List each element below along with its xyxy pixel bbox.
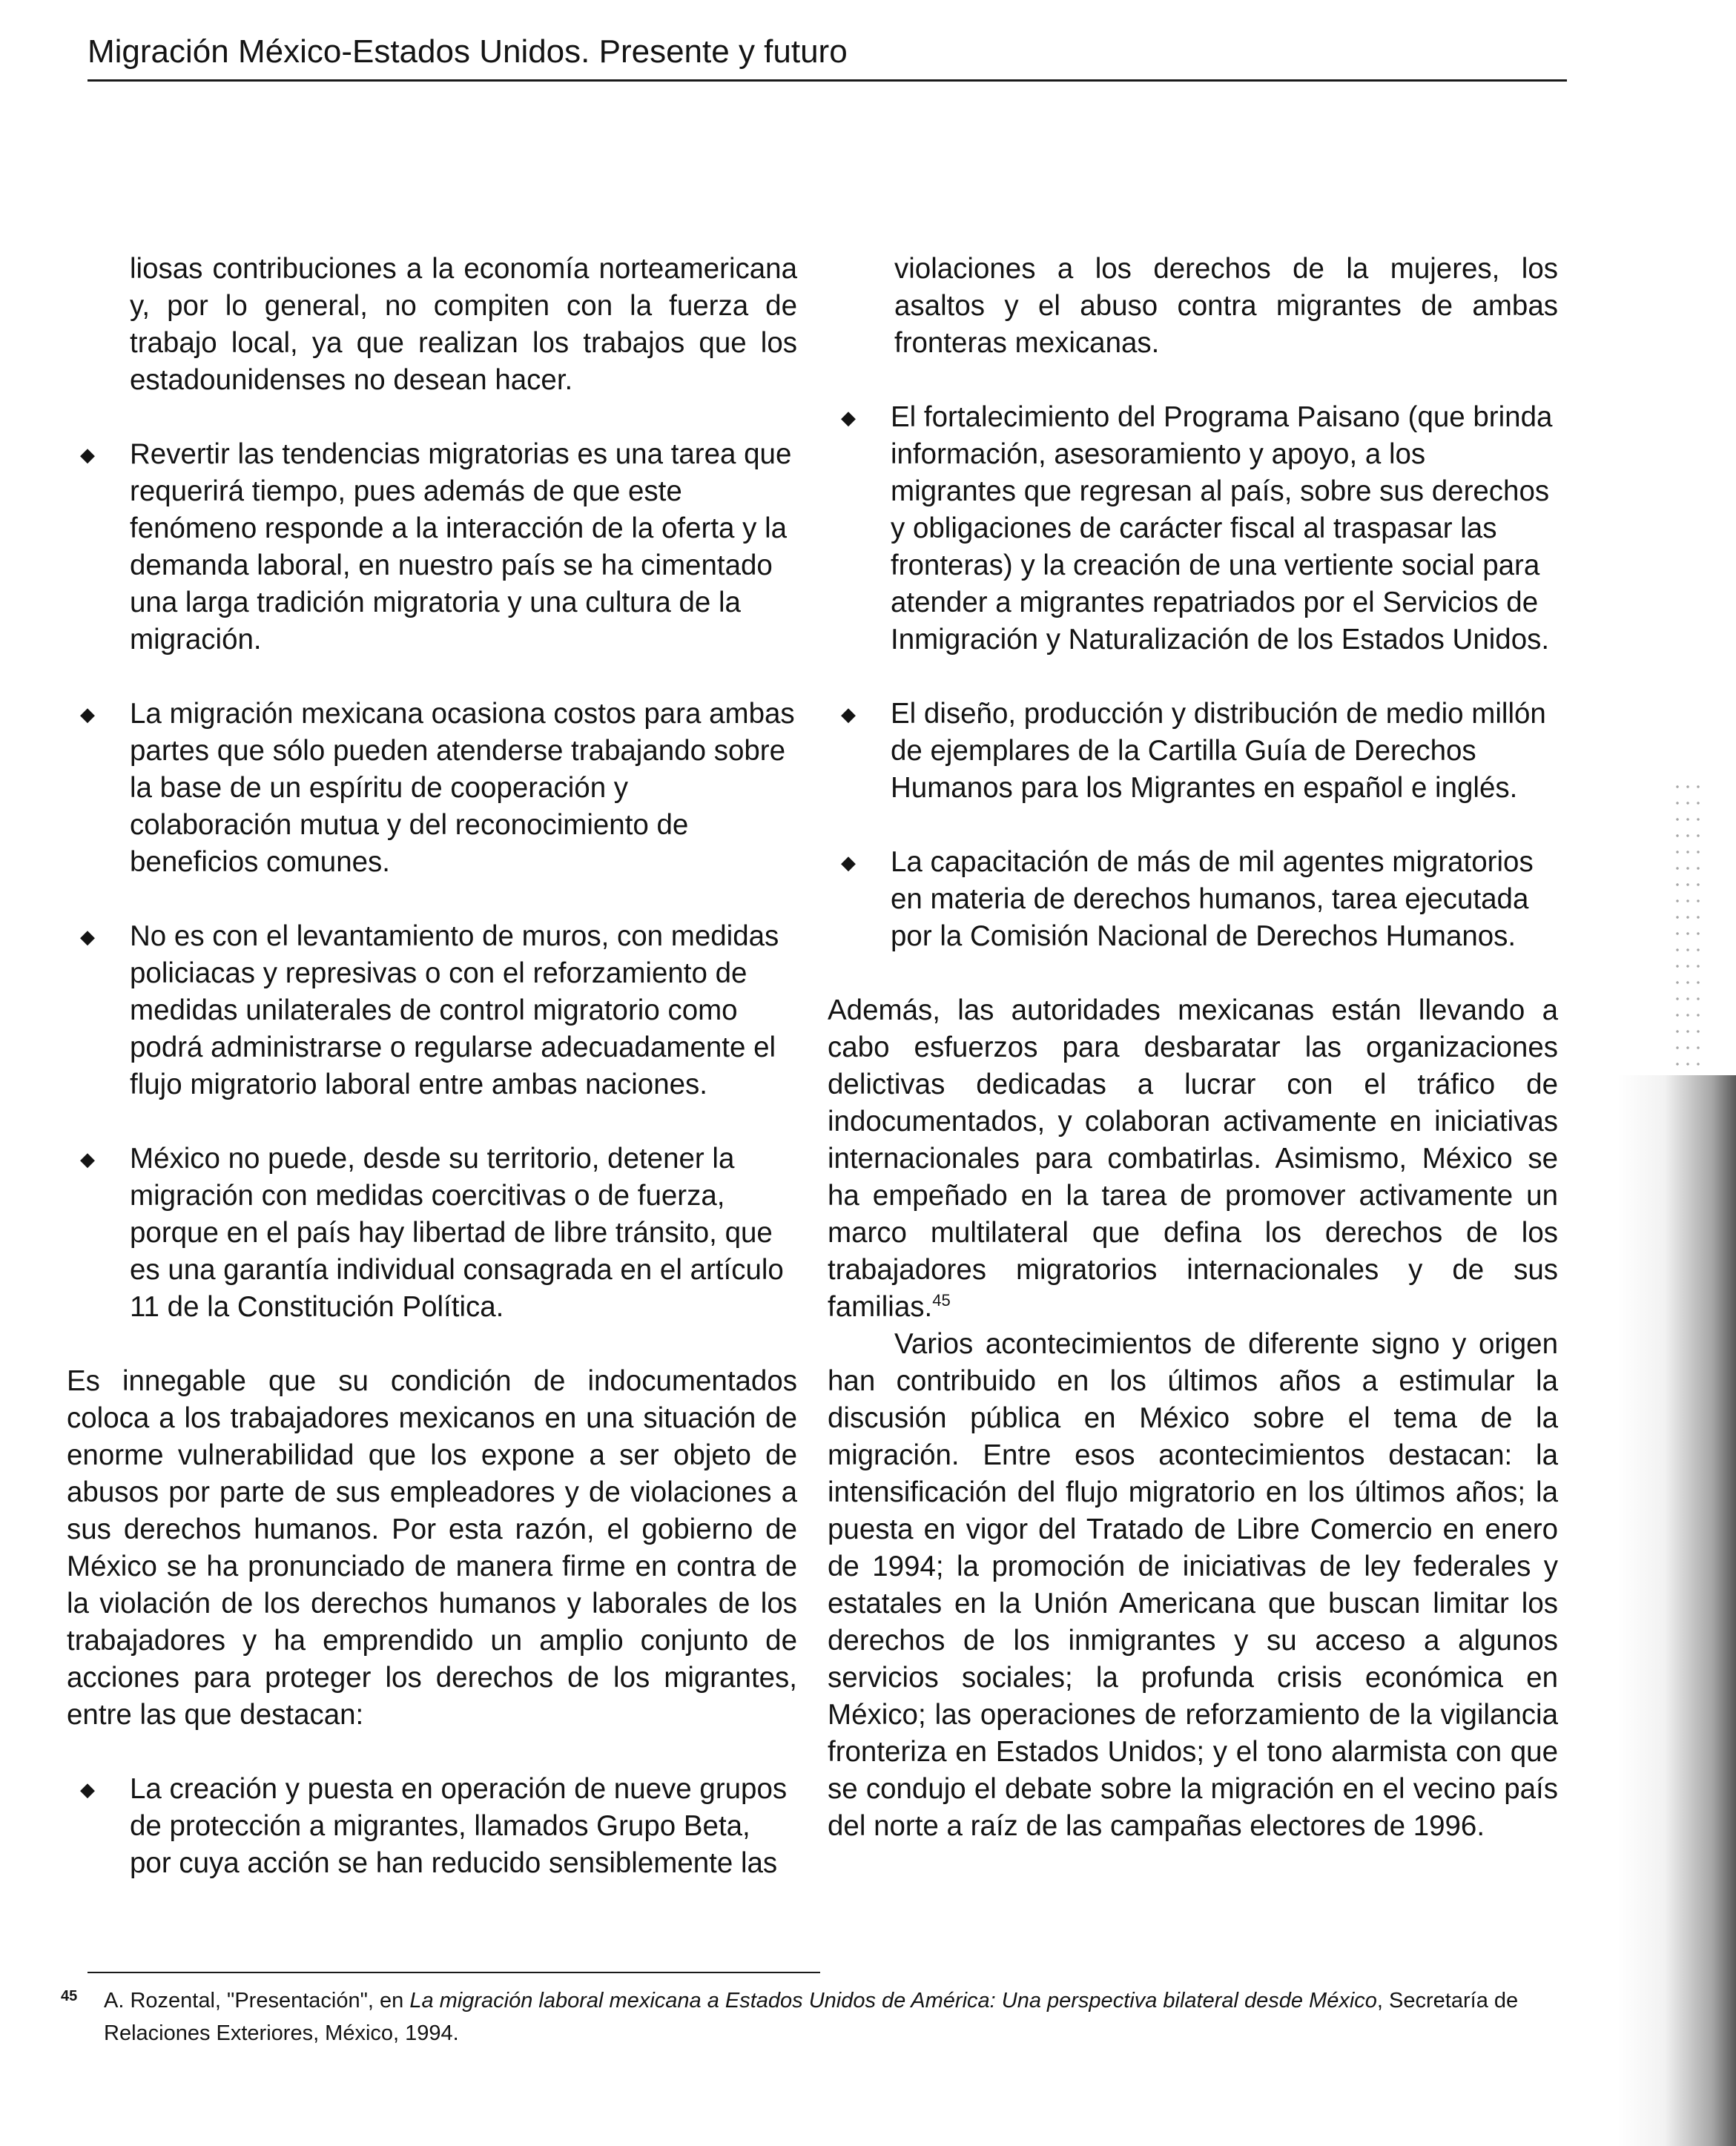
footnote: 45 A. Rozental, "Presentación", en La migración laboral mexicana a Estados Unidos de América: Una perspectiva bilateral desde México, Secretaría de Relaciones Exteriores, México, 1994.: [104, 1984, 1557, 2050]
footnote-reference: 45: [932, 1291, 951, 1310]
paragraph: Varios acontecimientos de diferente signo y origen han contribuido en los últimos años a estimular la discusión pública en México sobre el tema de la migración. Entre esos acontecimientos destacan: la intensificación del flujo migratorio en los últimos años; la puesta en vigor del Tratado de Libre Comercio en enero de 1994; la promoción de iniciativas de ley federales y estatales en la Unión Americana que buscan limitar los derechos de los inmigrantes y su acceso a algunos servicios sociales; la profunda crisis económica en México; las operaciones de reforzamiento de la vigilancia fronteriza en Estados Unidos; y el tono alarmista con que se condujo el debate sobre la migración en el vecino país del norte a raíz de las campañas electores de 1996.: [828, 1328, 1558, 1842]
running-header: Migración México-Estados Unidos. Presente y futuro: [88, 33, 848, 70]
bullet-item: ◆ No es con el levantamiento de muros, con medidas policiacas y represivas o con el reforzamiento de medidas unilaterales de control migratorio como podrá administrarse o regularse adecuadamente el flujo migratorio laboral entre ambas naciones.: [67, 918, 797, 1103]
footnote-rule: [88, 1972, 820, 1973]
footnote-book-title: La migración laboral mexicana a Estados Unidos de América: Una perspectiva bilateral desde México: [409, 1989, 1377, 2013]
header-rule: [88, 79, 1567, 82]
bullet-item: ◆ El diseño, producción y distribución de medio millón de ejemplares de la Cartilla Guía de Derechos Humanos para los Migrantes en español e inglés.: [828, 696, 1558, 807]
paragraph-continuation: liosas contribuciones a la economía norteamericana y, por lo general, no compiten con la fuerza de trabajo local, ya que realizan los trabajos que los estadounidenses no desean hacer.: [130, 253, 797, 396]
left-column: [67, 251, 797, 1882]
bullet-diamond-icon: ◆: [841, 703, 856, 725]
bullet-item: ◆ La creación y puesta en operación de nueve grupos de protección a migrantes, llamados Grupo Beta, por cuya acción se han reducido sensiblemente las: [67, 1771, 797, 1882]
paragraph: Es innegable que su condición de indocumentados coloca a los trabajadores mexicanos en una situación de enorme vulnerabilidad que los expone a ser objeto de abusos por parte de sus empleadores y de violaciones a sus derechos humanos. Por esta razón, el gobierno de México se ha pronunciado de manera firme en contra de la violación de los derechos humanos y laborales de los trabajadores y ha emprendido un amplio conjunto de acciones para proteger los derechos de los migrantes, entre las que destacan:: [67, 1365, 797, 1731]
bullet-diamond-icon: ◆: [80, 1148, 95, 1170]
bullet-item: ◆ La capacitación de más de mil agentes migratorios en materia de derechos humanos, tarea ejecutada por la Comisión Nacional de Derechos Humanos.: [828, 844, 1558, 955]
bullet-diamond-icon: ◆: [80, 1778, 95, 1800]
paragraph: Además, las autoridades mexicanas están llevando a cabo esfuerzos para desbaratar las organizaciones delictivas dedicadas a lucrar con el tráfico de indocumentados, y colaboran activamente en iniciativas internacionales para combatirlas. Asimismo, México se ha empeñado en la tarea de promover activamente un marco multilateral que defina los derechos de los trabajadores migratorios internacionales y de sus familias.$^{45}$: [828, 994, 1558, 1323]
right-column: [828, 251, 1558, 1845]
bullet-diamond-icon: ◆: [80, 925, 95, 948]
bullet-item: ◆ Revertir las tendencias migratorias es una tarea que requerirá tiempo, pues además de que este fenómeno responde a la interacción de la oferta y la demanda laboral, en nuestro país se ha cimentado una larga tradición migratoria y una cultura de la migración.: [67, 436, 797, 658]
scan-edge-shadow: [1617, 1075, 1736, 2146]
scan-edge-noise: [1672, 779, 1702, 1075]
footnote-number: 45: [61, 1988, 78, 2004]
bullet-diamond-icon: ◆: [841, 851, 856, 874]
bullet-diamond-icon: ◆: [841, 406, 856, 429]
bullet-item: ◆ El fortalecimiento del Programa Paisano (que brinda información, asesoramiento y apoyo, a los migrantes que regresan al país, sobre sus derechos y obligaciones de carácter fiscal al traspasar las fronteras) y la creación de una vertiente social para atender a migrantes repatriados por el Servicios de Inmigración y Naturalización de los Estados Unidos.: [828, 399, 1558, 658]
bullet-item: ◆ México no puede, desde su territorio, detener la migración con medidas coercitivas o de fuerza, porque en el país hay libertad de libre tránsito, que es una garantía individual consagrada en el artículo 11 de la Constitución Política.: [67, 1140, 797, 1326]
paragraph-continuation: violaciones a los derechos de la mujeres, los asaltos y el abuso contra migrantes de ambas fronteras mexicanas.: [894, 253, 1558, 359]
bullet-item: ◆ La migración mexicana ocasiona costos para ambas partes que sólo pueden atenderse trabajando sobre la base de un espíritu de cooperación y colaboración mutua y del reconocimiento de beneficios comunes.: [67, 696, 797, 881]
bullet-diamond-icon: ◆: [80, 443, 95, 466]
bullet-diamond-icon: ◆: [80, 703, 95, 725]
